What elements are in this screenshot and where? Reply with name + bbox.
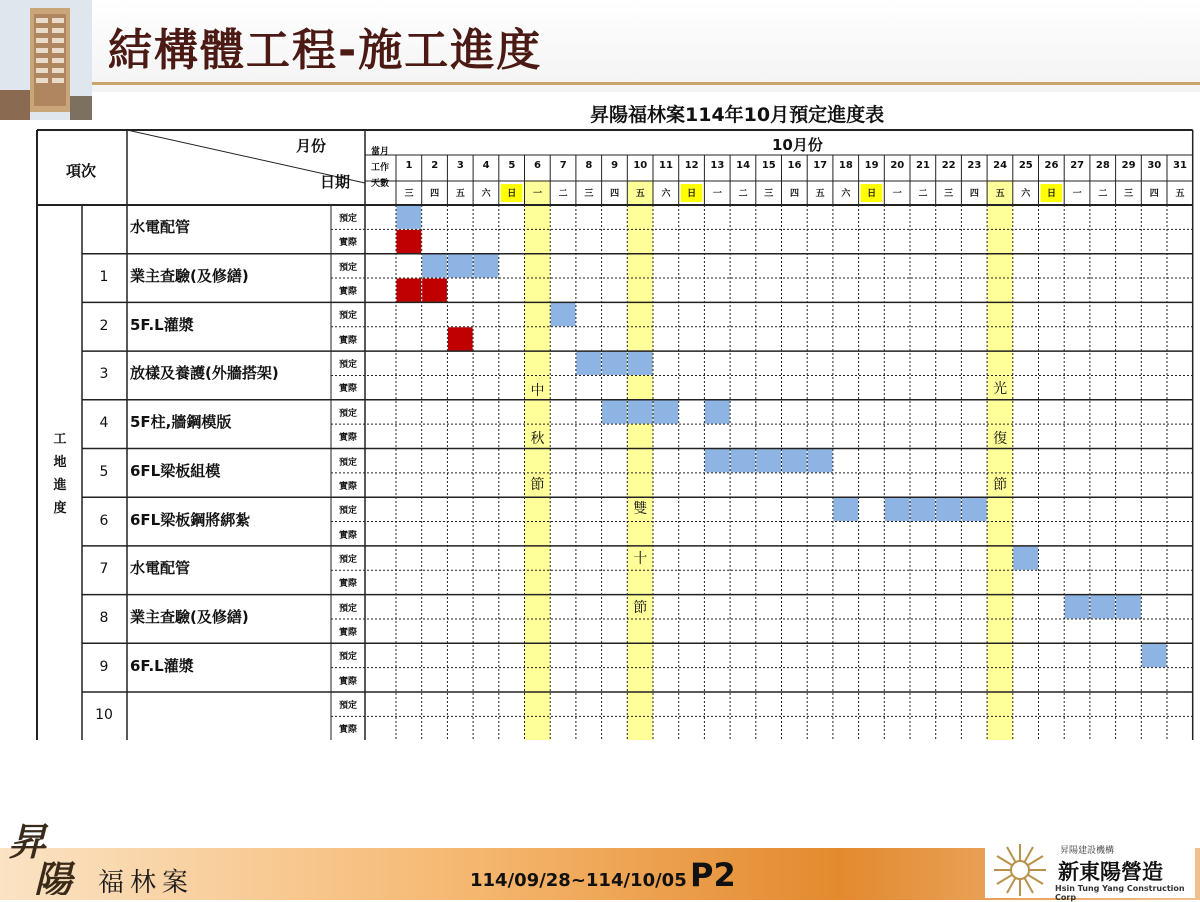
task-name: 5F.L灌漿 (130, 315, 194, 334)
weekday-label: 日 (1046, 189, 1056, 199)
weekday-label: 六 (661, 189, 671, 199)
actual-label: 實際 (338, 579, 357, 590)
actual-label: 實際 (338, 481, 357, 492)
weekday-label: 四 (969, 189, 979, 199)
actual-label: 實際 (338, 384, 357, 395)
day-number: 24 (993, 160, 1008, 171)
header-month-label: 月份 (296, 137, 327, 155)
day-number: 13 (710, 160, 725, 171)
plan-label: 預定 (338, 360, 357, 371)
section-label-char: 地 (53, 455, 67, 470)
plan-bar (731, 449, 756, 472)
project-name: 福林案 (98, 868, 195, 898)
corp-name: 新東陽營造 (1058, 859, 1163, 884)
weekday-label: 五 (995, 189, 1005, 199)
holiday-label-char: 節 (993, 477, 1008, 493)
task-name: 放樣及養護(外牆搭架) (130, 364, 279, 383)
weekday-label: 四 (1149, 189, 1159, 199)
day-number: 15 (761, 160, 776, 171)
company-logo (6, 815, 86, 902)
task-name: 水電配管 (130, 218, 191, 237)
weekday-label: 日 (867, 189, 877, 199)
date-range: 114/09/28~114/10/05 (470, 870, 687, 891)
weekday-label: 三 (1124, 189, 1134, 199)
plan-bar (397, 206, 422, 229)
row-number: 1 (99, 269, 109, 286)
plan-bar (911, 498, 936, 521)
row-number: 6 (99, 512, 109, 529)
day-number: 4 (482, 160, 490, 171)
day-number: 29 (1121, 160, 1136, 171)
weekday-label: 四 (789, 189, 799, 199)
row-number: 5 (99, 463, 109, 480)
plan-bar (782, 449, 807, 472)
day-number: 22 (941, 160, 956, 171)
company-logo-calligraphy (6, 815, 86, 895)
weekday-label: 日 (507, 189, 517, 199)
weekday-label: 六 (481, 189, 491, 199)
day-number: 27 (1070, 160, 1085, 171)
task-name: 5F柱,牆鋼模版 (130, 413, 232, 432)
day-number: 23 (967, 160, 982, 171)
day-number: 2 (431, 160, 439, 171)
schedule-title: 昇陽福林案114年10月預定進度表 (590, 104, 885, 126)
plan-label: 預定 (338, 262, 357, 273)
day-number: 1 (405, 160, 413, 171)
plan-label: 預定 (338, 652, 357, 663)
plan-bar (885, 498, 910, 521)
weekday-label: 六 (841, 189, 851, 199)
plan-bar (628, 400, 653, 423)
svg-text:陽: 陽 (34, 857, 73, 895)
day-number: 3 (456, 160, 464, 171)
plan-bar (602, 400, 627, 423)
plan-bar (1013, 546, 1038, 569)
weekday-label: 二 (738, 189, 748, 199)
header-item-label: 項次 (66, 162, 97, 180)
weekday-label: 三 (584, 189, 594, 199)
holiday-label-char: 復 (993, 431, 1008, 447)
task-name: 6FL梁板組模 (130, 461, 221, 480)
plan-bar (474, 254, 499, 277)
day-number: 12 (684, 160, 699, 171)
actual-label: 實際 (338, 433, 357, 444)
weekday-label: 五 (815, 189, 825, 199)
weekday-label: 一 (1072, 189, 1082, 199)
row-number: 4 (99, 415, 109, 432)
holiday-label-char: 光 (993, 381, 1008, 397)
day-number: 31 (1173, 160, 1187, 171)
header-date-label: 日期 (320, 173, 351, 191)
weekday-label: 一 (532, 189, 542, 199)
day-number: 20 (890, 160, 905, 171)
holiday-label-char: 十 (633, 551, 648, 567)
weekday-label: 五 (635, 189, 645, 199)
weekday-label: 五 (1175, 189, 1185, 199)
plan-bar (705, 449, 730, 472)
plan-bar (1142, 644, 1167, 667)
holiday-column (627, 181, 653, 740)
plan-label: 預定 (338, 457, 357, 468)
day-number: 26 (1044, 160, 1059, 171)
row-number: 7 (99, 561, 109, 578)
day-number: 7 (559, 160, 567, 171)
day-number: 18 (838, 160, 853, 171)
weekday-label: 二 (1098, 189, 1108, 199)
actual-label: 實際 (338, 530, 357, 541)
holiday-label-char: 雙 (633, 501, 648, 517)
sunburst-logo-icon (985, 838, 1055, 898)
plan-bar (422, 254, 447, 277)
task-name: 業主查驗(及修繕) (130, 607, 249, 626)
weekday-label: 二 (558, 189, 568, 199)
actual-bar (422, 279, 447, 302)
row-number: 8 (99, 609, 109, 626)
header-workdays-label: 天數 (370, 179, 389, 189)
actual-label: 實際 (338, 725, 357, 736)
weekday-label: 四 (610, 189, 620, 199)
section-label-char: 進 (53, 478, 67, 493)
holiday-label-char: 節 (530, 477, 545, 493)
weekday-label: 三 (944, 189, 954, 199)
weekday-label: 三 (404, 189, 414, 199)
header-workdays-label: 工作 (370, 163, 389, 173)
task-name: 6F.L灌漿 (130, 656, 194, 675)
header-workdays-label: 當月 (370, 147, 389, 157)
plan-bar (1065, 595, 1090, 618)
day-number: 11 (659, 160, 673, 171)
plan-bar (808, 449, 833, 472)
holiday-label-char: 中 (530, 383, 545, 399)
actual-bar (397, 279, 422, 302)
day-number: 14 (736, 160, 751, 171)
weekday-label: 三 (764, 189, 774, 199)
day-number: 5 (508, 160, 516, 171)
section-label-char: 工 (53, 432, 67, 447)
slide-title: 結構體工程-施工進度 (108, 25, 543, 76)
weekday-label: 六 (1021, 189, 1031, 199)
plan-bar (551, 303, 576, 326)
plan-bar (962, 498, 987, 521)
holiday-column (987, 181, 1013, 740)
svg-text:昇: 昇 (8, 819, 47, 864)
corp-group-label: 昇陽建設機構 (1060, 846, 1115, 856)
day-number: 9 (611, 160, 619, 171)
plan-bar (936, 498, 961, 521)
row-number: 2 (99, 317, 109, 334)
day-number: 25 (1018, 160, 1033, 171)
actual-bar (448, 327, 473, 350)
actual-bar (397, 230, 422, 253)
task-name: 業主查驗(及修繕) (130, 267, 249, 286)
actual-label: 實際 (338, 335, 357, 346)
plan-label: 預定 (338, 603, 357, 614)
holiday-label-char: 秋 (530, 431, 545, 447)
plan-bar (705, 400, 730, 423)
plan-bar (576, 352, 601, 375)
row-number: 10 (95, 707, 113, 724)
section-label-char: 度 (53, 501, 67, 516)
day-number: 6 (534, 160, 541, 171)
actual-label: 實際 (338, 238, 357, 249)
day-number: 28 (1095, 160, 1110, 171)
weekday-label: 二 (918, 189, 928, 199)
row-number: 9 (99, 658, 109, 675)
plan-bar (1116, 595, 1141, 618)
plan-label: 預定 (338, 554, 357, 565)
plan-bar (756, 449, 781, 472)
corp-english-name: Hsin Tung Yang Construction Corp (1055, 884, 1185, 902)
task-name: 6FL梁板鋼將綁紮 (130, 510, 251, 529)
month-label: 10月份 (772, 136, 823, 154)
plan-label: 預定 (338, 506, 357, 517)
plan-bar (1090, 595, 1115, 618)
day-number: 19 (864, 160, 879, 171)
plan-bar (628, 352, 653, 375)
plan-label: 預定 (338, 214, 357, 224)
plan-label: 預定 (338, 408, 357, 419)
plan-bar (602, 352, 627, 375)
day-number: 10 (633, 160, 648, 171)
row-number: 3 (99, 366, 109, 383)
holiday-column (525, 181, 551, 740)
day-number: 30 (1147, 160, 1162, 171)
weekday-label: 四 (430, 189, 440, 199)
holiday-label-char: 節 (633, 600, 648, 616)
plan-bar (448, 254, 473, 277)
plan-bar (654, 400, 679, 423)
plan-label: 預定 (338, 311, 357, 322)
actual-label: 實際 (338, 287, 357, 298)
weekday-label: 一 (892, 189, 902, 199)
weekday-label: 日 (687, 189, 697, 199)
day-number: 16 (787, 160, 802, 171)
page-number: P2 (690, 856, 736, 894)
day-number: 8 (585, 160, 593, 171)
weekday-label: 五 (455, 189, 465, 199)
day-number: 17 (813, 160, 828, 171)
plan-label: 預定 (338, 701, 357, 711)
day-number: 21 (916, 160, 930, 171)
plan-bar (833, 498, 858, 521)
actual-label: 實際 (338, 676, 357, 687)
actual-label: 實際 (338, 627, 357, 638)
task-name: 水電配管 (130, 559, 191, 578)
weekday-label: 一 (712, 189, 722, 199)
